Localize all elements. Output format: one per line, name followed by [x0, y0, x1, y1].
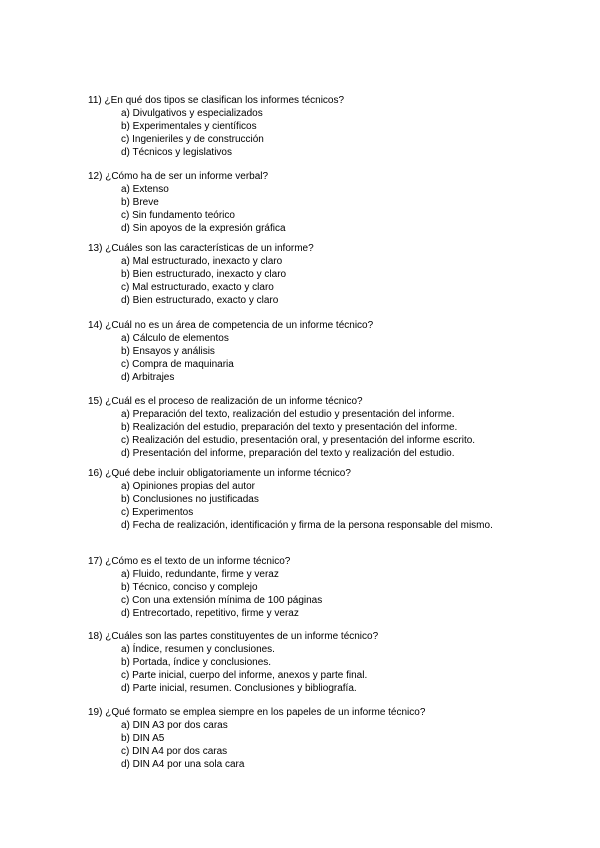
option-d: d) Entrecortado, repetitivo, firme y veraz	[121, 607, 299, 619]
answer-options	[88, 409, 516, 461]
question-18	[88, 631, 516, 696]
option-a: a) Fluido, redundante, firme y veraz	[121, 568, 279, 580]
question-11	[88, 95, 516, 160]
option-a: a) Preparación del texto, realización del estudio y presentación del informe.	[121, 408, 455, 420]
option-d: d) DIN A4 por una sola cara	[121, 758, 245, 770]
question-text: 16) ¿Qué debe incluir obligatoriamente un informe técnico?	[88, 468, 351, 479]
question-13	[88, 243, 516, 308]
question-12	[88, 171, 516, 236]
option-d: d) Parte inicial, resumen. Conclusiones y bibliografía.	[121, 682, 357, 694]
option-c: c) Realización del estudio, presentación oral, y presentación del informe escrito.	[121, 434, 476, 446]
option-d: d) Presentación del informe, preparación del texto y realización del estudio.	[121, 447, 455, 459]
option-d: d) Técnicos y legislativos	[121, 146, 232, 158]
answer-options	[88, 569, 516, 621]
option-b: b) Bien estructurado, inexacto y claro	[121, 268, 287, 280]
answer-options	[88, 184, 516, 236]
option-a: a) Divulgativos y especializados	[121, 107, 263, 119]
option-c: c) Experimentos	[121, 506, 194, 518]
answer-options	[88, 108, 516, 160]
option-b: b) DIN A5	[121, 732, 165, 744]
question-text: 17) ¿Cómo es el texto de un informe técnico?	[88, 556, 291, 567]
question-text: 15) ¿Cuál es el proceso de realización de un informe técnico?	[88, 396, 363, 407]
question-text: 13) ¿Cuáles son las características de un informe?	[88, 243, 314, 254]
answer-options	[88, 256, 516, 308]
question-15	[88, 396, 516, 461]
option-d: d) Bien estructurado, exacto y claro	[121, 294, 279, 306]
question-text: 14) ¿Cuál no es un área de competencia de un informe técnico?	[88, 320, 374, 331]
option-b: b) Experimentales y científicos	[121, 120, 257, 132]
question-text: 18) ¿Cuáles son las partes constituyentes de un informe técnico?	[88, 631, 379, 642]
answer-options	[88, 481, 516, 533]
option-d: d) Fecha de realización, identificación y firma de la persona responsable del mismo.	[121, 519, 493, 531]
option-c: c) Compra de maquinaria	[121, 358, 234, 370]
option-d: d) Arbitrajes	[121, 371, 175, 383]
option-b: b) Realización del estudio, preparación del texto y presentación del informe.	[121, 421, 458, 433]
option-c: c) Ingenieriles y de construcción	[121, 133, 264, 145]
question-text: 11) ¿En qué dos tipos se clasifican los informes técnicos?	[88, 95, 345, 106]
question-text: 19) ¿Qué formato se emplea siempre en los papeles de un informe técnico?	[88, 707, 426, 718]
question-14	[88, 320, 516, 385]
option-b: b) Portada, índice y conclusiones.	[121, 656, 272, 668]
option-c: c) Mal estructurado, exacto y claro	[121, 281, 274, 293]
answer-options	[88, 644, 516, 696]
option-b: b) Técnico, conciso y complejo	[121, 581, 258, 593]
option-c: c) DIN A4 por dos caras	[121, 745, 228, 757]
answer-options	[88, 333, 516, 385]
option-a: a) Opiniones propias del autor	[121, 480, 255, 492]
question-text: 12) ¿Cómo ha de ser un informe verbal?	[88, 171, 269, 182]
option-b: b) Conclusiones no justificadas	[121, 493, 259, 505]
option-a: a) Índice, resumen y conclusiones.	[121, 643, 275, 655]
option-c: c) Parte inicial, cuerpo del informe, anexos y parte final.	[121, 669, 368, 681]
question-17	[88, 556, 516, 621]
option-b: b) Breve	[121, 196, 159, 208]
answer-options	[88, 720, 516, 772]
question-16	[88, 468, 516, 533]
option-c: c) Con una extensión mínima de 100 páginas	[121, 594, 323, 606]
option-c: c) Sin fundamento teórico	[121, 209, 235, 221]
question-19	[88, 707, 516, 772]
option-b: b) Ensayos y análisis	[121, 345, 215, 357]
option-d: d) Sin apoyos de la expresión gráfica	[121, 222, 286, 234]
option-a: a) Mal estructurado, inexacto y claro	[121, 255, 283, 267]
option-a: a) Extenso	[121, 183, 169, 195]
option-a: a) DIN A3 por dos caras	[121, 719, 228, 731]
option-a: a) Cálculo de elementos	[121, 332, 229, 344]
